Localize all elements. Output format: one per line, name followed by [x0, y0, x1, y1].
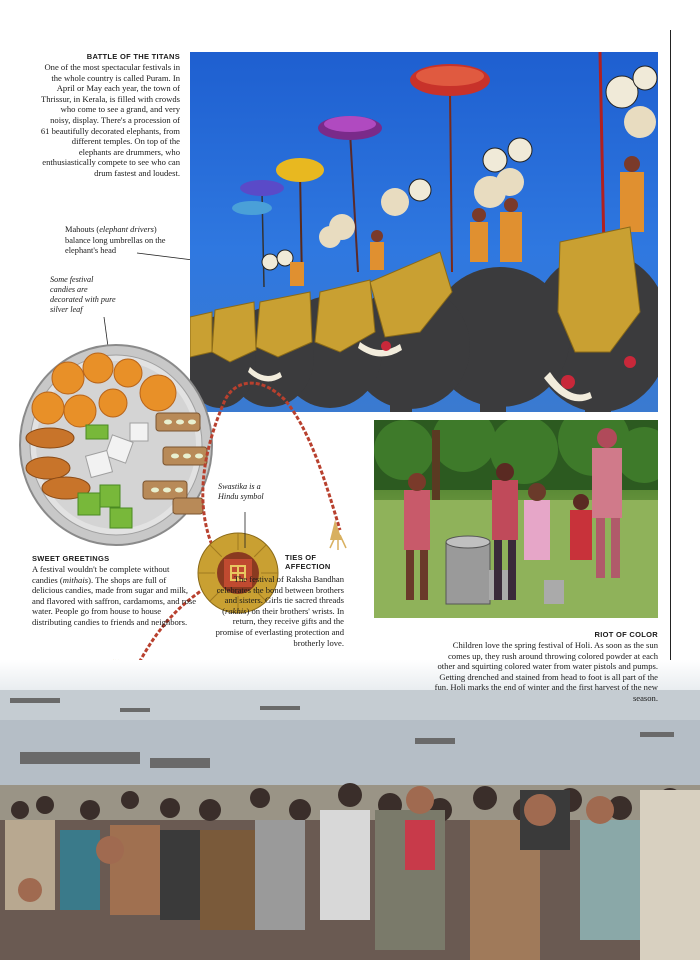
sweet-section: [32, 554, 197, 628]
ties-heading-line2: AFFECTION: [285, 562, 331, 571]
sweet-body-italic: mithais: [62, 574, 89, 585]
ties-heading-block: [285, 553, 355, 572]
ties-body-italic: rakhis: [225, 605, 247, 616]
page-frame-line: [670, 30, 671, 698]
sweet-heading: SWEET GREETINGS: [32, 554, 110, 563]
riot-heading: RIOT OF COLOR: [594, 630, 658, 639]
riot-section: [430, 630, 658, 704]
silver-caption: [50, 275, 120, 315]
battle-body: One of the most spectacular festivals in the whole country is called Puram. In April or May each year, the town of Thrissur, in Kerala, is filled with crowds who come to see a grand, and very noisy, display. There's a procession of 61 beautifully decorated elephants, from different temples. On top of the elephants are drummers, who enthusiastically compete to see who can drum fastest and loudest.: [40, 62, 180, 178]
riot-body: Children love the spring festival of Holi. As soon as the sun comes up, they rush around throwing colored powder at each other and squirting colored water from water pistols and pumps. Getting drenched and stained from head to foot is all part of the fun. Holi marks the end of winter and the first harvest of the new season.: [434, 640, 658, 703]
ties-heading-line1: TIES OF: [285, 553, 317, 562]
swastika-leader-line: [240, 510, 250, 550]
mahouts-caption-italic: elephant drivers: [99, 225, 154, 234]
mahouts-caption-prefix: Mahouts (: [65, 225, 100, 234]
swastika-caption-text: Swastika is a Hindu symbol: [218, 482, 264, 501]
battle-heading: BATTLE OF THE TITANS: [86, 52, 180, 61]
battle-section: [40, 52, 180, 179]
ties-body-a: The festival of Raksha Bandhan celebrates the bond between brothers and sisters. Girls tie sacred threads (: [216, 574, 344, 616]
sweet-body-a: A festival wouldn't be complete without candies (: [32, 564, 170, 585]
river-crowd-photo: [0, 660, 700, 960]
ties-body-b: ) on their brothers' wrists. In return, they receive gifts and the promise of everlasting protection and brotherly love.: [215, 605, 344, 648]
swastika-caption: [218, 482, 268, 502]
silver-caption-text: Some festival candies are decorated with pure silver leaf: [50, 275, 116, 314]
elephant-procession-photo: [190, 52, 658, 412]
ties-body-block: [210, 574, 344, 648]
mahouts-caption-suffix: ) balance long umbrellas on the elephant's head: [65, 225, 166, 256]
sweet-body-b: ). The shops are full of delicious candies, made from sugar and milk, and flavored with saffron, cardamoms, and rose water. People go from house to house distributing candies to friends and neighbors.: [32, 574, 197, 627]
holi-children-photo: [374, 420, 658, 618]
